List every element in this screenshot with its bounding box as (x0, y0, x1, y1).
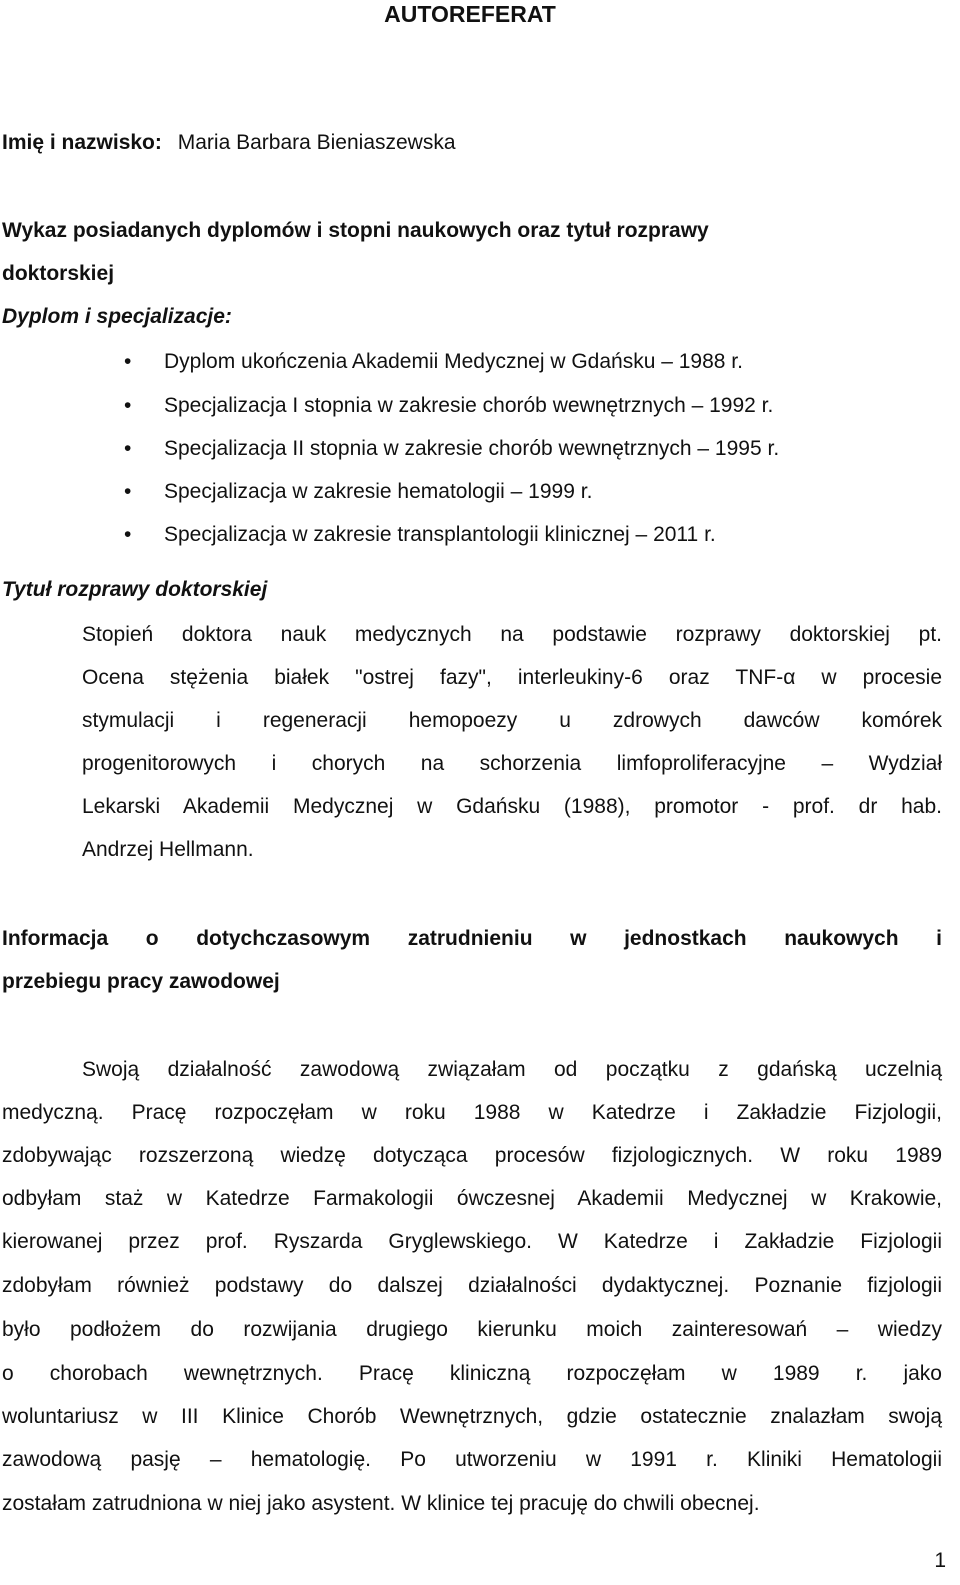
text-line: o chorobach wewnętrznych. Pracę kliniczną rozpoczęłam w 1989 r. jako (2, 1362, 942, 1385)
text-line: Stopień doktora nauk medycznych na podstawie rozprawy doktorskiej pt. (82, 623, 942, 646)
text-line: kierowanej przez prof. Ryszarda Gryglewskiego. W Katedrze i Zakładzie Fizjologii (2, 1230, 942, 1253)
text-line: zawodową pasję – hematologię. Po utworzeniu w 1991 r. Kliniki Hematologii (2, 1448, 942, 1471)
text-line: Lekarski Akademii Medycznej w Gdańsku (1988), promotor - prof. dr hab. (82, 795, 942, 818)
text-line: odbyłam staż w Katedrze Farmakologii ówczesnej Akademii Medycznej w Krakowie, (2, 1187, 942, 1210)
text-line: Swoją działalność zawodową związałam od początku z gdańską uczelnią (82, 1058, 942, 1081)
text-line: zdobywając rozszerzoną wiedzę dotycząca procesów fizjologicznych. W roku 1989 (2, 1144, 942, 1167)
bullet-icon: • (124, 523, 132, 546)
bullet-icon: • (124, 437, 132, 460)
text-line: woluntariusz w III Klinice Chorób Wewnętrznych, gdzie ostatecznie znalazłam swoją (2, 1405, 942, 1428)
bullet-icon: • (124, 394, 132, 417)
employment-heading: Informacja o dotychczasowym zatrudnieniu w jednostkach naukowych i (2, 927, 942, 950)
name-row (2, 130, 456, 156)
name-label: Imię i nazwisko: (2, 131, 162, 154)
document-title: AUTOREFERAT (384, 1, 556, 27)
employment-heading-continued: przebiegu pracy zawodowej (2, 970, 280, 993)
diploma-heading: Dyplom i specjalizacje: (2, 305, 232, 328)
bullet-icon: • (124, 350, 132, 373)
list-item: Dyplom ukończenia Akademii Medycznej w Gdańsku – 1988 r. (164, 350, 743, 373)
list-item: Specjalizacja w zakresie hematologii – 1999 r. (164, 480, 593, 503)
degrees-heading-continued: doktorskiej (2, 262, 115, 285)
text-line: było podłożem do rozwijania drugiego kierunku moich zainteresowań – wiedzy (2, 1318, 942, 1341)
degrees-heading: Wykaz posiadanych dyplomów i stopni naukowych oraz tytuł rozprawy (2, 219, 709, 242)
page-number: 1 (934, 1549, 946, 1572)
text-line: zdobyłam również podstawy do dalszej działalności dydaktycznej. Poznanie fizjologii (2, 1274, 942, 1297)
text-line: Andrzej Hellmann. (82, 838, 254, 861)
text-line: Ocena stężenia białek "ostrej fazy", interleukiny-6 oraz TNF-α w procesie (82, 666, 942, 689)
text-line: progenitorowych i chorych na schorzenia limfoproliferacyjne – Wydział (82, 752, 942, 775)
bullet-icon: • (124, 480, 132, 503)
text-line: stymulacji i regeneracji hemopoezy u zdrowych dawców komórek (82, 709, 942, 732)
text-line: zostałam zatrudniona w niej jako asystent. W klinice tej pracuję do chwili obecnej. (2, 1492, 760, 1515)
text-line: medyczną. Pracę rozpoczęłam w roku 1988 w Katedrze i Zakładzie Fizjologii, (2, 1101, 942, 1124)
list-item: Specjalizacja I stopnia w zakresie chorób wewnętrznych – 1992 r. (164, 394, 774, 417)
list-item: Specjalizacja II stopnia w zakresie chorób wewnętrznych – 1995 r. (164, 437, 780, 460)
name-value: Maria Barbara Bieniaszewska (177, 131, 456, 154)
list-item: Specjalizacja w zakresie transplantologii klinicznej – 2011 r. (164, 523, 716, 546)
thesis-heading: Tytuł rozprawy doktorskiej (2, 578, 268, 601)
